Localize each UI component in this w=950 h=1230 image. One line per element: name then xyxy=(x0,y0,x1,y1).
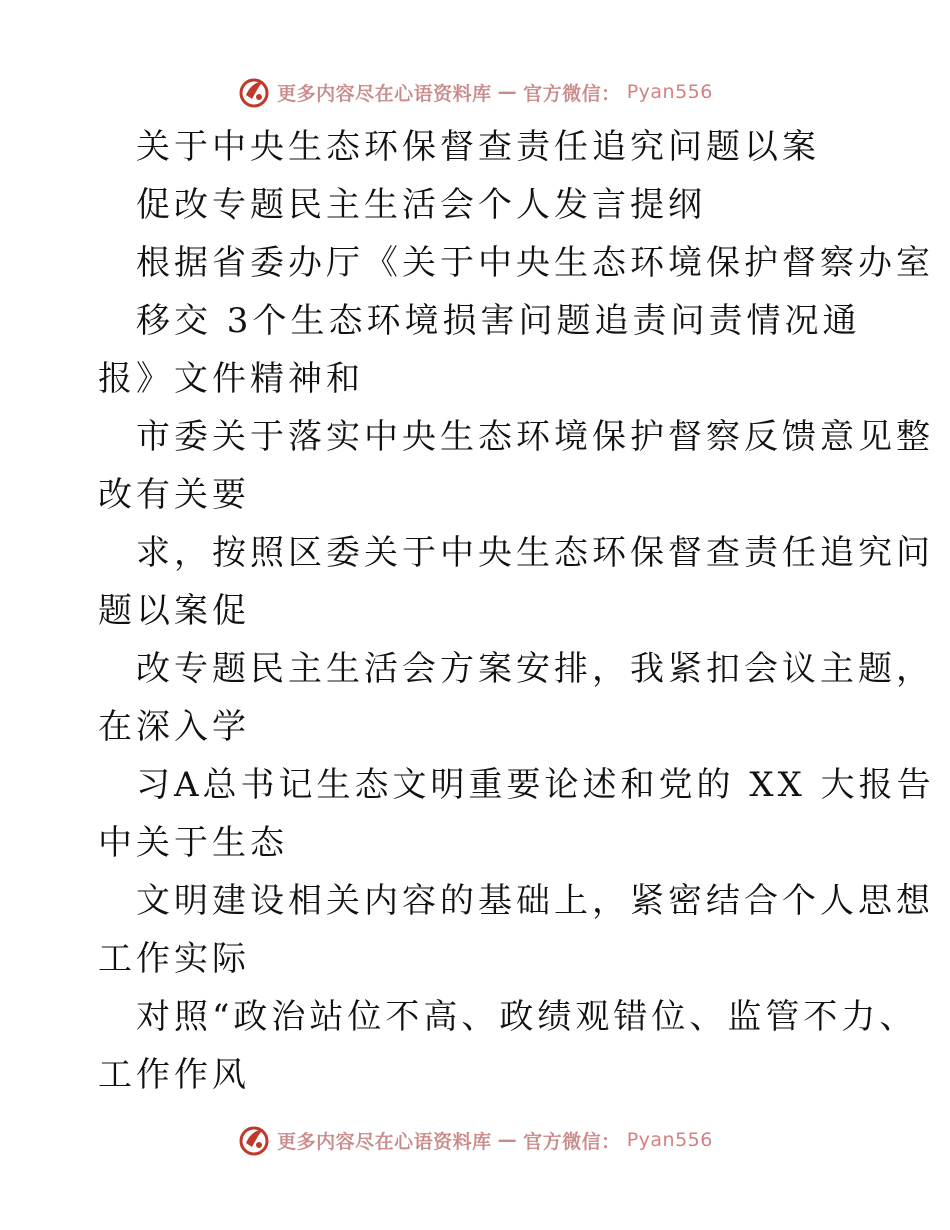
text-line: 移交 3个生态环境损害问题追责问责情况通 xyxy=(136,301,861,341)
banner-main-text: 更多内容尽在心语资料库 xyxy=(277,82,492,105)
text-line: 习A总书记生态文明重要论述和党的 XX 大报告 xyxy=(136,765,935,805)
text-line: 求，按照区委关于中央生态环保督查责任追究问 xyxy=(136,533,934,573)
banner-wechat-label: 官方微信： xyxy=(523,1130,621,1153)
text-line: 工作作风 xyxy=(98,1055,250,1095)
text-line: 改专题民主生活会方案安排，我紧扣会议主题， xyxy=(136,649,934,689)
banner-wechat-id: Pyan556 xyxy=(626,81,713,103)
text-line: 文明建设相关内容的基础上，紧密结合个人思想 xyxy=(136,881,934,921)
banner-main-text: 更多内容尽在心语资料库 xyxy=(277,1130,492,1153)
text-line: 对照“政治站位不高、政绩观错位、监管不力、 xyxy=(136,997,918,1037)
text-line: 在深入学 xyxy=(98,707,250,747)
banner-wechat-id: Pyan556 xyxy=(626,1129,713,1151)
footer-banner xyxy=(0,1120,950,1160)
text-line: 工作实际 xyxy=(98,939,250,979)
banner-dash: — xyxy=(497,81,518,103)
text-line: 市委关于落实中央生态环境保护督察反馈意见整 xyxy=(136,417,934,457)
text-line: 中关于生态 xyxy=(98,823,288,863)
brand-logo-icon xyxy=(237,75,271,109)
brand-logo-icon xyxy=(237,1123,271,1157)
banner-wechat-label: 官方微信： xyxy=(523,82,621,105)
banner-dash: — xyxy=(497,1129,518,1151)
header-banner xyxy=(0,72,950,112)
text-line: 报》文件精神和 xyxy=(98,359,364,399)
text-line: 促改专题民主生活会个人发言提纲 xyxy=(136,185,706,225)
text-line: 根据省委办厅《关于中央生态环境保护督察办室 xyxy=(136,243,934,283)
text-line: 关于中央生态环保督查责任追究问题以案 xyxy=(136,127,820,167)
text-line: 题以案促 xyxy=(98,591,250,631)
text-line: 改有关要 xyxy=(98,475,250,515)
